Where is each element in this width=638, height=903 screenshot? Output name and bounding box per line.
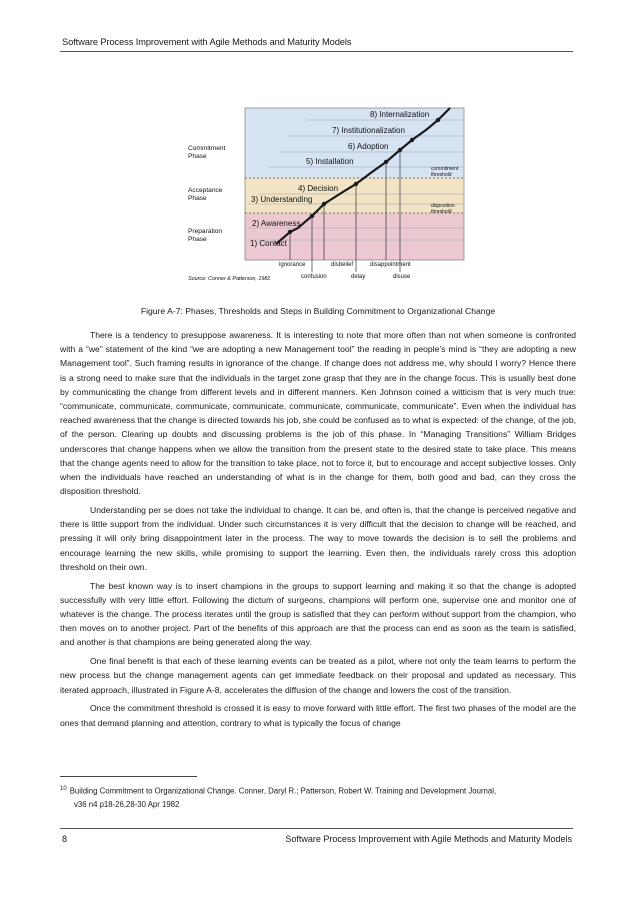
commitment-figure <box>188 100 466 292</box>
paragraph: There is a tendency to presuppose awareness. It is interesting to note that more often than not when someone is confronted with a “we” statement of the kind “we are adopting a new Management tool” the reading in people’s mind is “they are adopting a new Management tool”. Such framing results in ignorance of the change. If change does not address me, why should I worry? Hence there is a strong need to make sure that the individuals in the target zone grasp that they are in the change focus. This is usually best done by communicating the change from different levels and in different manners. Ken Johnson coined a witticism that is very much true: “communicate, communicate, communicate, communicate, communicate, communicate, communicate”. Even when the individual has reached awareness that the change is directed towards his job, she could be confused as to what is expected: of the change, of the job, of the person. Clearing up doubts and discussing problems is the job of this phase. In “Managing Transitions” William Bridges underscores that change happens when we allow the transition from the present state to the desired state to take place. This means that the change agents need to allow for the transition to take place, not to force it, but to encourage and accept subjective losses. Only when the individuals have reached an understanding of what is in the change for them, both good and bad, can they cross the disposition threshold. <box>60 330 576 497</box>
paragraph: One final benefit is that each of these learning events can be treated as a pilot, where not only the team learns to perform the new process but the change management agents can get immediate feedback on their proposal and updated as necessary. This iterated approach, illustrated in Figure A-8, accelerates the diffusion of the change and lowers the cost of the transition. <box>60 656 576 695</box>
phase-label-acceptance: Acceptance Phase <box>188 187 223 202</box>
footnote-text-line1: Building Commitment to Organizational Change. Conner, Daryl R.; Patterson, Robert W. Training and Development Journal, <box>69 786 497 796</box>
footnote <box>60 783 576 811</box>
paragraph: The best known way is to insert champions in the groups to support learning and making it so that the change is adopted successfully with very little effort. Following the dictum of surgeons, champions will perform one, supervise one and monitor one of whatever is the change. The process iterates until the group is satisfied that they can perform without support from the champion, who then moves on to another project. Part of the benefits of this approach are that the process can end as soon as the team is satisfied, and another is that champions are being generated along the way. <box>60 580 576 648</box>
step-label-adoption: 6) Adoption <box>348 142 389 151</box>
step-label-internalization: 8) Internalization <box>370 110 430 119</box>
figure-source: Source: Conner & Patterson, 1982 <box>188 276 271 282</box>
step-label-contact: 1) Contact <box>250 239 287 248</box>
phase-label-preparation: Preparation Phase <box>188 228 223 243</box>
outcome-confusion: confusion <box>301 274 327 280</box>
outcome-disappointment: disappointment <box>370 262 411 268</box>
page-number: 8 <box>62 834 68 844</box>
footnote-text-line2: v36 n4 p18-26,28-30 Apr 1982 <box>74 799 180 809</box>
step-label-awareness: 2) Awareness <box>252 219 301 228</box>
step-dot-internalization <box>436 118 440 122</box>
disposition-threshold-label: disposition threshold <box>431 203 455 215</box>
outcome-delay: delay <box>351 274 366 280</box>
step-label-decision: 4) Decision <box>298 184 339 193</box>
commitment-threshold-label: commitment threshold <box>431 166 459 178</box>
step-label-institutionalization: 7) Institutionalization <box>332 126 405 135</box>
figure-caption: Figure A-7: Phases, Thresholds and Steps in Building Commitment to Organizational Change <box>140 306 496 316</box>
phase-label-commitment: Commitment Phase <box>188 145 226 160</box>
running-footer: Software Process Improvement with Agile Methods and Maturity Models <box>285 834 572 844</box>
running-header: Software Process Improvement with Agile Methods and Maturity Models <box>62 37 352 47</box>
footnote-marker: 10 <box>60 786 67 792</box>
header-rule <box>60 51 573 52</box>
body-text <box>60 328 576 734</box>
paragraph: Once the commitment threshold is crossed it is easy to move forward with little effort. The first two phases of the model are the ones that demand planning and attention, contrary to what is typically the focus of change <box>60 703 576 728</box>
outcome-disuse: disuse <box>393 274 411 280</box>
step-label-understanding: 3) Understanding <box>251 195 313 204</box>
paragraph: Understanding per se does not take the individual to change. It can be, and often is, that the change is perceived negative and there is little support from the individual. Under such circumstances it is very difficult that the decision to change will be reached, and pressing it will only bring disappointment later in the process. The way to move towards the decision is to sell the problems and encourage learning the new skills, while promising to support the learning. Even then, the individuals rarely cross this adoption threshold on their own. <box>60 505 576 572</box>
footer-rule <box>60 828 573 829</box>
outcome-ignorance: ignorance <box>279 262 306 268</box>
step-dot-institutionalization <box>410 138 414 142</box>
step-label-installation: 5) Installation <box>306 157 354 166</box>
outcome-disbelief: disbelief <box>331 262 354 268</box>
footnote-rule <box>60 776 197 777</box>
commitment-diagram <box>188 100 466 292</box>
